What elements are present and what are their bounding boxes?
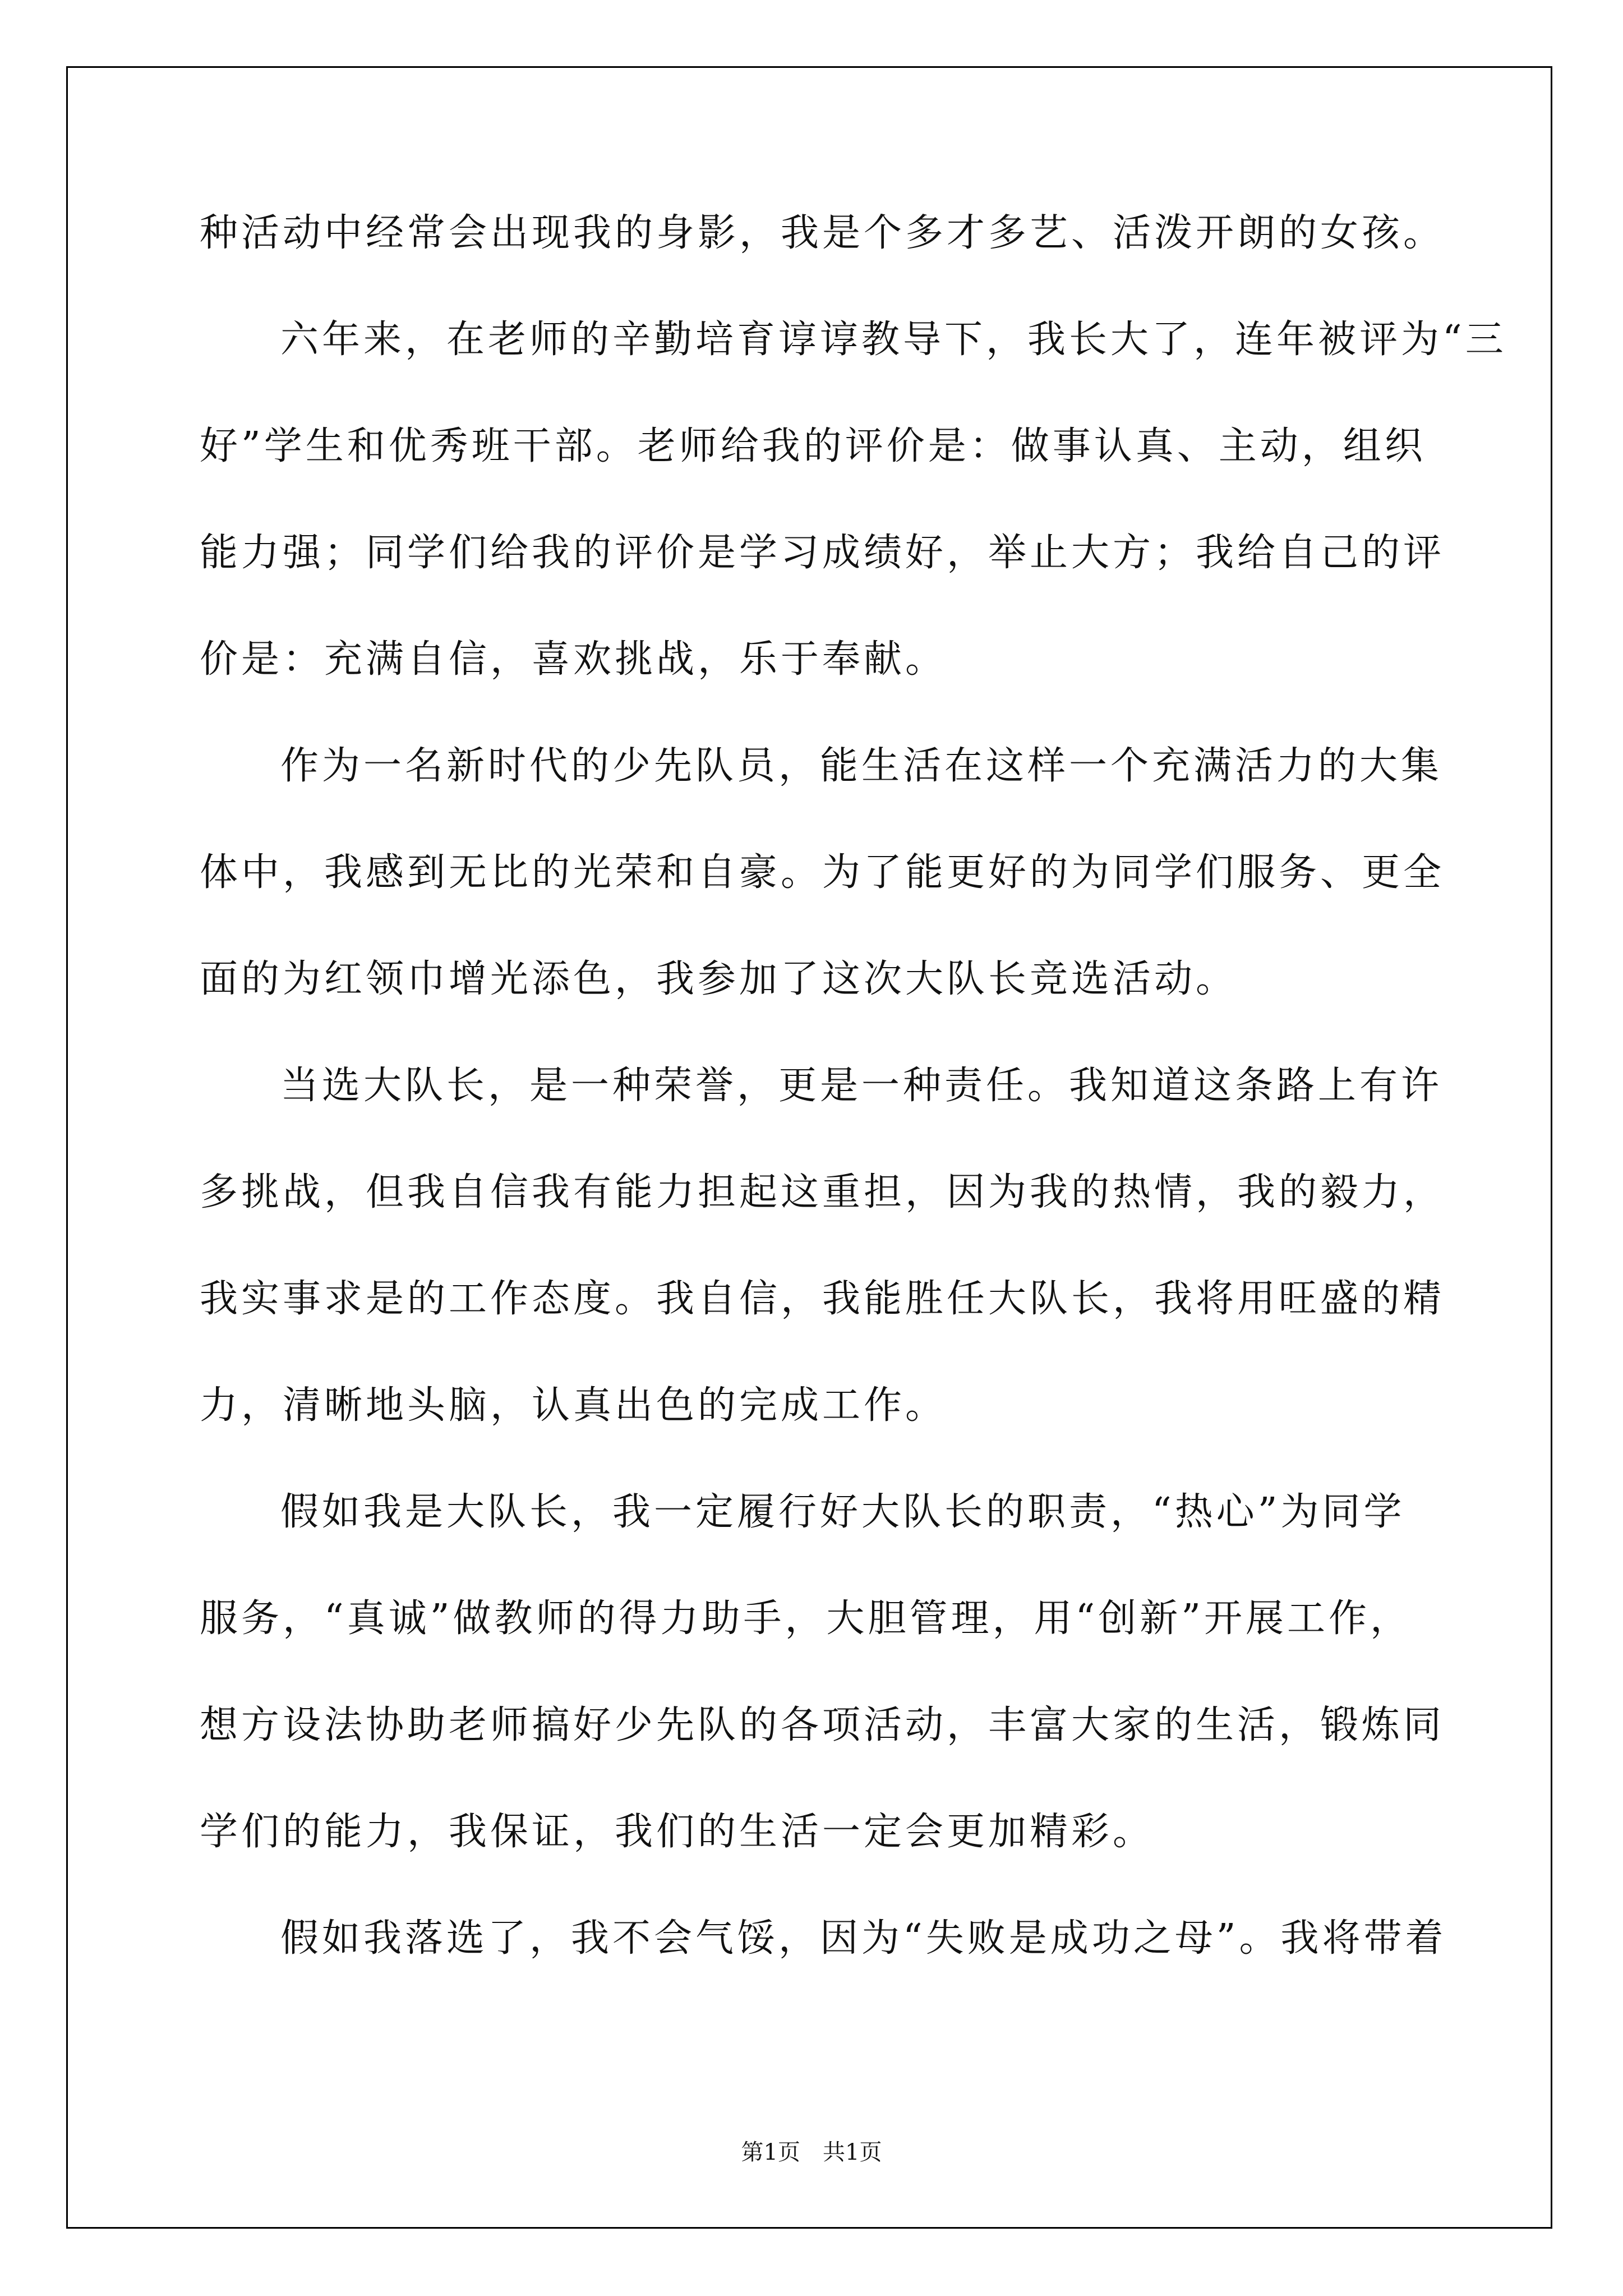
body-line-7: 体中，我感到无比的光荣和自豪。为了能更好的为同学们服务、更全 [200, 850, 1445, 895]
body-line-15: 想方设法协助老师搞好少先队的各项活动，丰富大家的生活，锻炼同 [200, 1703, 1445, 1747]
page-border [66, 66, 1552, 2229]
body-line-3: 好”学生和优秀班干部。老师给我的评价是：做事认真、主动，组织 [200, 424, 1426, 468]
body-line-8: 面的为红领巾增光添色，我参加了这次大队长竞选活动。 [200, 957, 1238, 1001]
body-line-1: 种活动中经常会出现我的身影，我是个多才多艺、活泼开朗的女孩。 [200, 211, 1445, 255]
page-footer: 第1页 共1页 [741, 2139, 882, 2165]
body-line-2: 六年来，在老师的辛勤培育谆谆教导下，我长大了，连年被评为“三 [280, 318, 1507, 362]
body-line-12: 力，清晰地头脑，认真出色的完成工作。 [200, 1383, 947, 1428]
body-line-4: 能力强；同学们给我的评价是学习成绩好，举止大方；我给自己的评 [200, 531, 1445, 575]
body-line-10: 多挑战，但我自信我有能力担起这重担，因为我的热情，我的毅力， [200, 1170, 1445, 1214]
body-line-5: 价是：充满自信，喜欢挑战，乐于奉献。 [200, 637, 947, 682]
body-line-9: 当选大队长，是一种荣誉，更是一种责任。我知道这条路上有许 [280, 1064, 1443, 1108]
body-line-16: 学们的能力，我保证，我们的生活一定会更加精彩。 [200, 1810, 1155, 1854]
body-line-17: 假如我落选了，我不会气馁，因为“失败是成功之母”。我将带着 [280, 1916, 1447, 1961]
body-line-14: 服务，“真诚”做教师的得力助手，大胆管理，用“创新”开展工作， [200, 1596, 1412, 1641]
body-line-13: 假如我是大队长，我一定履行好大队长的职责，“热心”为同学 [280, 1490, 1405, 1534]
body-line-11: 我实事求是的工作态度。我自信，我能胜任大队长，我将用旺盛的精 [200, 1277, 1445, 1321]
body-line-6: 作为一名新时代的少先队员，能生活在这样一个充满活力的大集 [280, 744, 1443, 788]
